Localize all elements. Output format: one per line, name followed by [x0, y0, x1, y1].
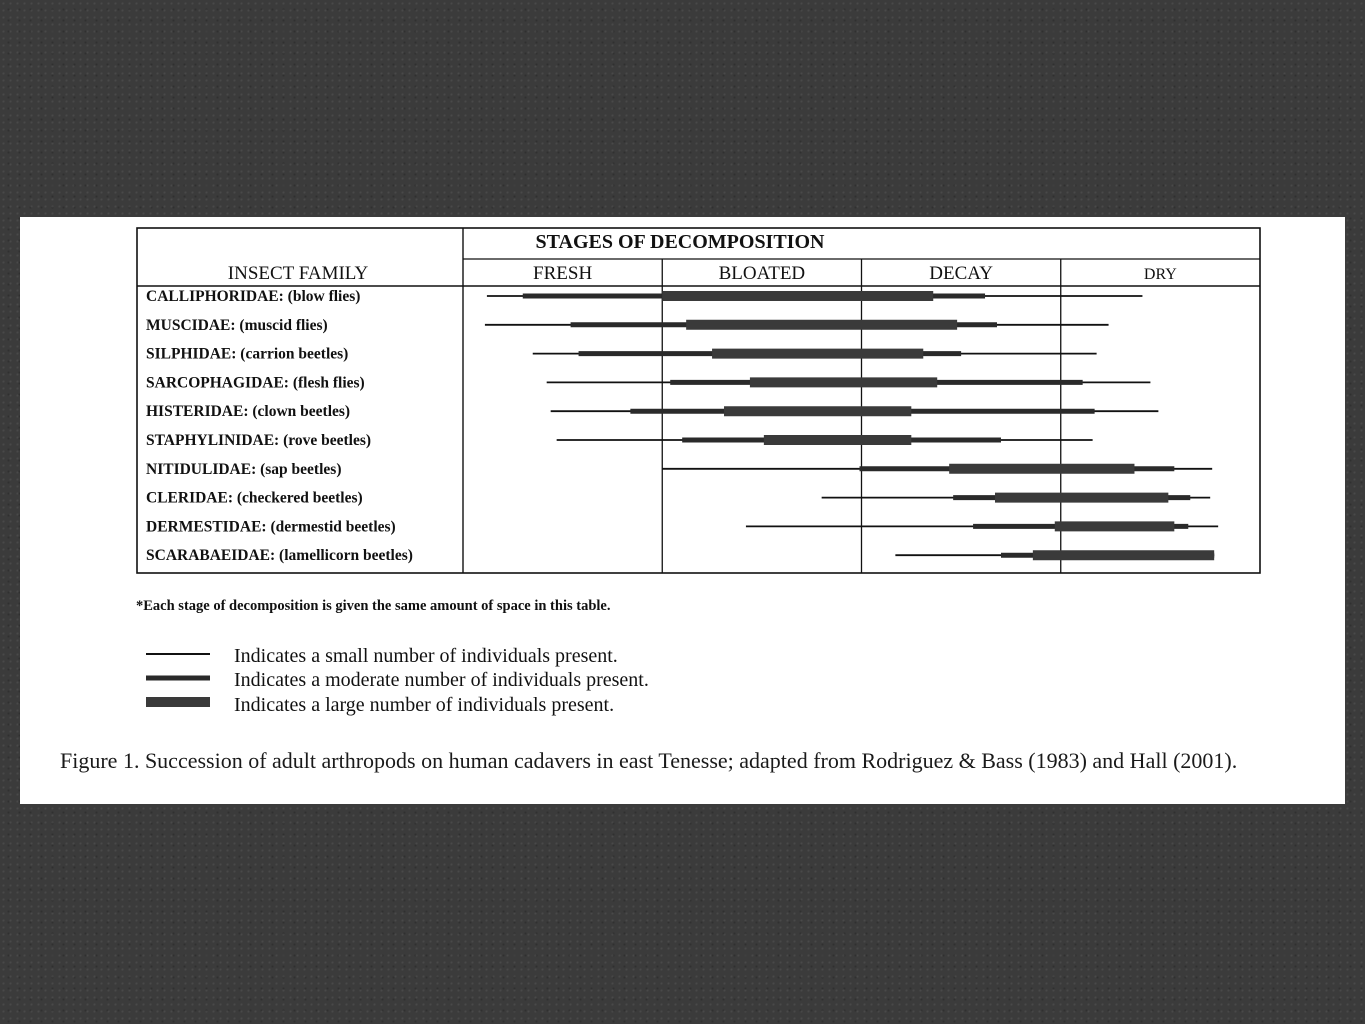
row-label: CALLIPHORIDAE: (blow flies)	[146, 288, 361, 305]
row-label: SCARABAEIDAE: (lamellicorn beetles)	[146, 547, 413, 565]
chart-title: STAGES OF DECOMPOSITION	[535, 231, 825, 253]
succession-chart	[20, 217, 1345, 804]
stage-label-bloated: BLOATED	[718, 263, 806, 284]
footnote: *Each stage of decomposition is given the same amount of space in this table.	[136, 598, 611, 614]
row-label: SARCOPHAGIDAE: (flesh flies)	[146, 374, 365, 392]
legend-small-label: Indicates a small number of individuals present.	[234, 645, 618, 667]
figure-caption: Figure 1. Succession of adult arthropods on human cadavers in east Tenesse; adapted from Rodriguez & Bass (1983) and Hall (2001).	[60, 748, 1238, 773]
figure-card	[20, 217, 1345, 804]
bars-layer	[485, 296, 1218, 555]
row-label: NITIDULIDAE: (sap beetles)	[146, 460, 342, 478]
stage-label-dry: DRY	[1143, 266, 1177, 283]
row-label: HISTERIDAE: (clown beetles)	[146, 403, 351, 421]
stage-label-fresh: FRESH	[533, 263, 593, 284]
legend	[146, 645, 649, 716]
row-label: SILPHIDAE: (carrion beetles)	[146, 345, 349, 363]
row-label: DERMESTIDAE: (dermestid beetles)	[146, 518, 396, 536]
row-label: CLERIDAE: (checkered beetles)	[146, 489, 363, 507]
stage-label-decay: DECAY	[929, 263, 993, 284]
row-label: MUSCIDAE: (muscid flies)	[146, 316, 328, 334]
legend-large-label: Indicates a large number of individuals present.	[234, 694, 615, 716]
row-header: INSECT FAMILY	[227, 263, 369, 284]
legend-moderate-label: Indicates a moderate number of individuals present.	[234, 669, 649, 691]
row-label: STAPHYLINIDAE: (rove beetles)	[146, 432, 372, 449]
